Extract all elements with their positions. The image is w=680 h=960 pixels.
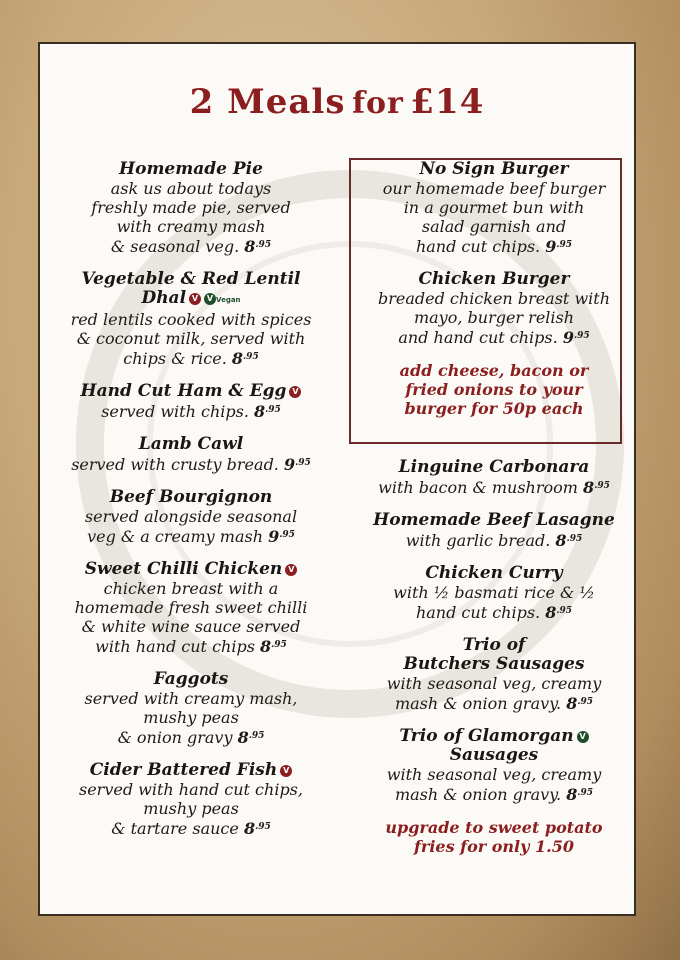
menu-item: Trio of Butchers Sausages with seasonal veg, creamy mash & onion gravy. $8^{.95}$	[352, 636, 636, 713]
item-price: $8^{.95}$	[244, 237, 272, 256]
item-price: $8^{.95}$	[583, 478, 610, 497]
item-price: $8^{.95}$	[566, 785, 594, 804]
item-name: Homemade Pie	[119, 159, 263, 179]
menu-item: Chicken Burger breaded chicken breast with mayo, burger relish and hand cut chips. $9^{.95}$	[352, 270, 636, 347]
item-price: $8^{.95}$	[555, 531, 583, 550]
title-part3: £14	[410, 82, 485, 122]
item-price: $9^{.95}$	[562, 328, 590, 347]
item-name: Linguine Carbonara	[398, 457, 590, 477]
menu-item: Vegetable & Red Lentil Dhal V V Vegan red lentils cooked with spices & coconut milk, served with chips & rice. $8^{.95}$	[40, 270, 342, 368]
item-name: Homemade Beef Lasagne	[373, 510, 615, 530]
menu-item: Linguine Carbonara with bacon & mushroom $8^{.95}$	[352, 458, 636, 497]
menu-item: Chicken Curry with ½ basmati rice & ½ hand cut chips. $8^{.95}$	[352, 564, 636, 622]
item-name: Lamb Cawl	[138, 434, 244, 454]
item-name: Beef Bourgignon	[109, 487, 273, 507]
burger-extras-note: add cheese, bacon or fried onions to your burger for 50p each	[399, 361, 589, 418]
item-name: No Sign Burger	[419, 159, 569, 179]
vegan-icon: V	[577, 731, 589, 743]
item-name: Vegetable & Red Lentil	[81, 269, 301, 289]
item-price: $9^{.95}$	[545, 237, 573, 256]
item-price: $9^{.95}$	[268, 527, 295, 546]
menu-title	[40, 82, 634, 122]
item-price: $8^{.95}$	[231, 349, 259, 368]
menu-item: Lamb Cawl served with crusty bread. $9^{.95}$	[40, 435, 342, 474]
item-price: $8^{.95}$	[254, 402, 281, 421]
menu-item: No Sign Burger our homemade beef burger in a gourmet bun with salad garnish and hand cut chips. $9^{.95}$	[352, 160, 636, 256]
item-price: $8^{.95}$	[243, 819, 271, 838]
vegetarian-icon: V	[189, 293, 201, 305]
vegetarian-icon: V	[280, 765, 292, 777]
vegetarian-icon: V	[289, 386, 301, 398]
item-name: Trio of Glamorgan	[399, 726, 574, 746]
menu-item: Homemade Pie ask us about todays freshly made pie, served with creamy mash & seasonal veg. $8^{.95}$	[40, 160, 342, 256]
item-name: Hand Cut Ham & Egg	[80, 381, 287, 401]
menu-item: Cider Battered Fish V served with hand cut chips, mushy peas & tartare sauce $8^{.95}$	[79, 760, 303, 838]
item-name: Sweet Chilli Chicken	[84, 559, 283, 579]
title-part2: for	[352, 86, 404, 121]
menu-card	[38, 42, 636, 916]
vegan-label: Vegan	[216, 296, 241, 304]
left-column	[40, 160, 342, 852]
menu-item: Faggots served with creamy mash, mushy peas & onion gravy $8^{.95}$	[40, 670, 342, 747]
vegan-icon: V	[204, 293, 216, 305]
item-name: Trio of	[462, 635, 526, 655]
item-name: Chicken Burger	[418, 269, 570, 289]
menu-item: Hand Cut Ham & Egg V served with chips. $8^{.95}$	[40, 382, 342, 421]
menu-item: Beef Bourgignon served alongside seasonal veg & a creamy mash $9^{.95}$	[40, 488, 342, 546]
item-price: $8^{.95}$	[545, 603, 573, 622]
menu-item: Sweet Chilli Chicken V chicken breast with a homemade fresh sweet chilli & white wine sauce served with hand cut chips $8^{.95}$	[74, 559, 308, 656]
vegetarian-icon: V	[285, 564, 297, 576]
item-price: $8^{.95}$	[566, 694, 594, 713]
item-name: Faggots	[153, 669, 229, 689]
title-part1: 2 Meals	[189, 82, 346, 122]
menu-item: Homemade Beef Lasagne with garlic bread. $8^{.95}$	[352, 511, 636, 550]
item-price: $8^{.95}$	[237, 728, 265, 747]
upgrade-note: upgrade to sweet potato fries for only 1.50	[385, 818, 603, 856]
item-name: Cider Battered Fish	[89, 760, 278, 780]
item-price: $9^{.95}$	[283, 455, 311, 474]
item-price: $8^{.95}$	[260, 637, 287, 656]
menu-item: Trio of Glamorgan V Sausages with seasonal veg, creamy mash & onion gravy. $8^{.95}$	[386, 726, 602, 804]
item-name: Chicken Curry	[425, 563, 563, 583]
right-column	[352, 160, 636, 870]
